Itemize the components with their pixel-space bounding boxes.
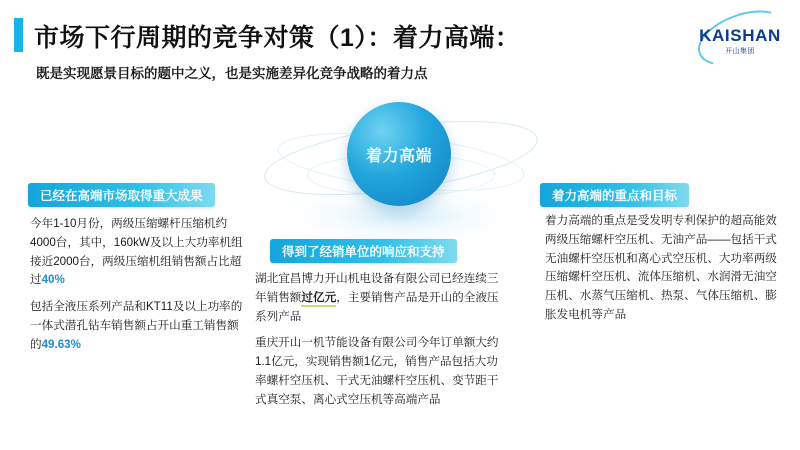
company-logo	[692, 10, 788, 62]
text-run: 重庆开山一机节能设备有限公司今年订单额大约1.1亿元，实现销售额1亿元，销售产品包括大功率螺杆空压机、干式无油螺杆空压机、变节距干式真空泵、离心式空压机等高端产品	[255, 336, 499, 406]
panel-header-left	[28, 183, 215, 207]
panel-body-middle	[255, 270, 507, 417]
panel-header-right-label: 着力高端的重点和目标	[552, 189, 678, 203]
logo-subtext: 开山集团	[725, 48, 755, 55]
slide-header	[0, 0, 800, 96]
paragraph	[255, 334, 507, 409]
paragraph	[30, 215, 244, 290]
text-run: 今年1-10月份，两级压缩螺杆压缩机约4000台，其中，160kW及以上大功率机组接近2000台，两级压缩机组销售额占比超过	[30, 217, 243, 287]
logo-text: KAISHAN	[699, 26, 781, 45]
page-subtitle: 既是实现愿景目标的题中之义，也是实施差异化竞争战略的着力点	[36, 66, 428, 81]
text-run-emphasis: 49.63%	[41, 337, 81, 351]
paragraph	[255, 270, 507, 326]
panel-body-left	[30, 215, 244, 362]
paragraph	[545, 212, 783, 325]
paragraph	[30, 298, 244, 354]
panel-header-middle-label: 得到了经销单位的响应和支持	[282, 245, 445, 259]
footer-band	[0, 436, 800, 450]
text-run-emphasis: 40%	[41, 273, 65, 287]
panel-body-right	[545, 212, 783, 333]
title-accent-bar	[14, 18, 23, 52]
central-graphic	[255, 92, 545, 212]
text-run: 着力高端的重点是受发明专利保护的超高能效两级压缩螺杆空压机、无油产品——包括干式无油螺杆空压机和离心式空压机、大功率两级压缩螺杆空压机、流体压缩机、水润滑无油空压机、水蒸气压缩机、热泵、气体压缩机、膨胀发电机等产品	[545, 214, 777, 321]
text-run: 包括全液压系列产品和KT11及以上功率的一体式潜孔钻车销售额占开山重工销售额的	[30, 300, 243, 351]
panel-header-left-label: 已经在高端市场取得重大成果	[40, 189, 203, 203]
text-run: ，主要销售产品是开山的全液压系列产品	[255, 290, 499, 323]
center-sphere-label: 着力高端	[365, 147, 432, 165]
page-title: 市场下行周期的竞争对策（1）：着力高端：	[34, 24, 521, 52]
text-run-emphasis: 过亿元	[301, 291, 336, 307]
panel-header-right	[540, 183, 689, 207]
text-run: 湖北宜昌博力开山机电设备有限公司已经连续三年销售额	[255, 272, 499, 304]
center-sphere	[347, 102, 451, 206]
panel-header-middle	[270, 239, 457, 263]
